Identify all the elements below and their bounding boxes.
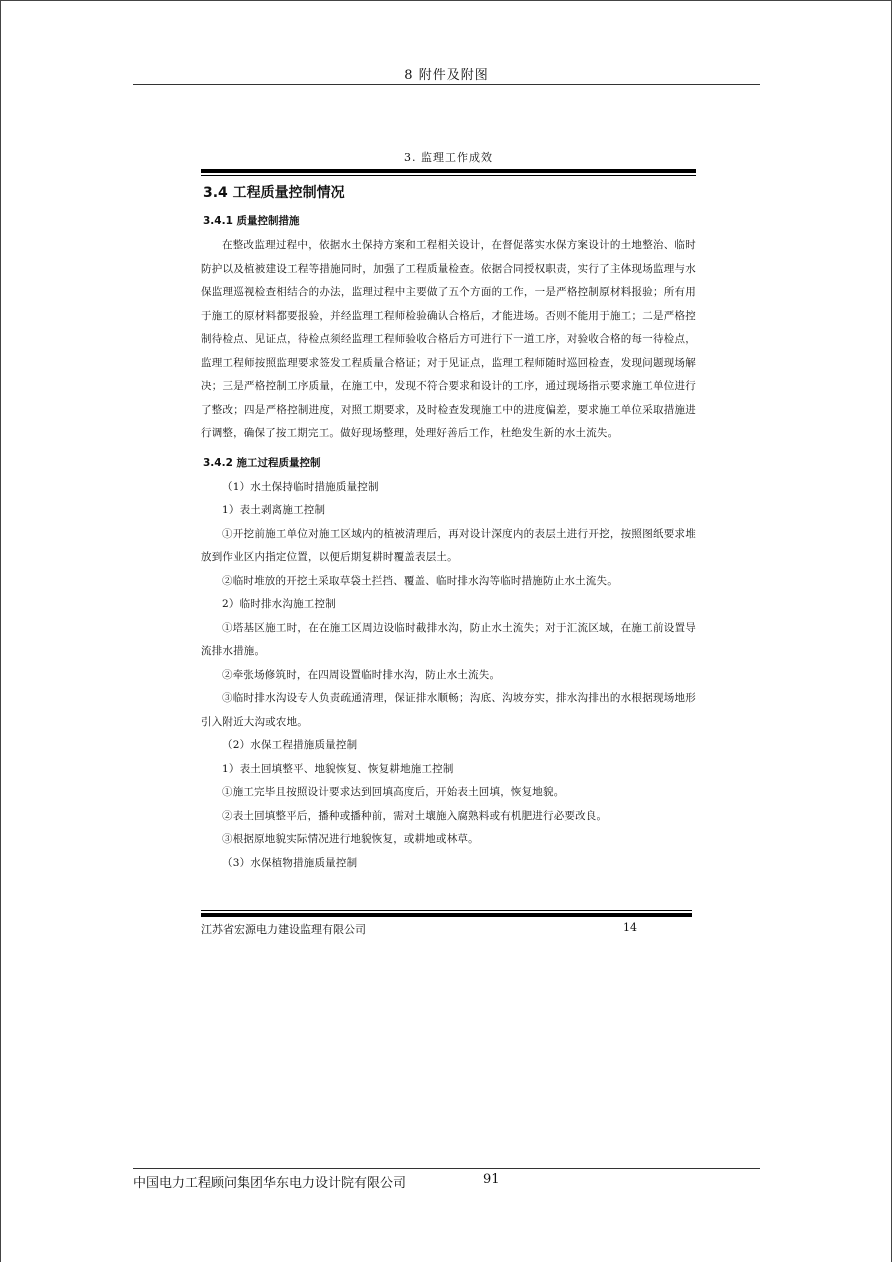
outer-page-footer <box>133 1172 760 1191</box>
item-heading: 1）表土剥离施工控制 <box>222 504 326 516</box>
item-paragraph: ②牵张场修筑时，在四周设置临时排水沟，防止水土流失。 <box>222 668 501 681</box>
outer-page-header: 8 附件及附图 <box>404 68 489 83</box>
item-paragraph: ③临时排水沟设专人负责疏通清理，保证排水顺畅；沟底、沟坡夯实，排水沟排出的水根据现场地形引入附近大沟或农地。 <box>201 692 696 728</box>
item-heading: 2）临时排水沟施工控制 <box>222 598 336 610</box>
item-paragraph: ①塔基区施工时，在在施工区周边设临时截排水沟，防止水土流失；对于汇流区域，在施工前设置导流排水措施。 <box>201 621 696 657</box>
item-heading: 1）表土回填整平、地貌恢复、恢复耕地施工控制 <box>222 762 454 775</box>
inner-page-footer <box>201 910 692 937</box>
inner-header-rule-thick <box>201 169 696 173</box>
inner-footer-rule-thin <box>201 910 692 911</box>
outer-footer-company: 中国电力工程顾问集团华东电力设计院有限公司 <box>133 1176 407 1191</box>
outer-footer-rule <box>133 1168 760 1169</box>
item-heading: （1）水土保持临时措施质量控制 <box>222 480 379 493</box>
item-paragraph: ①开挖前施工单位对施工区域内的植被清理后，再对设计深度内的表层土进行开挖，按照图纸要求堆放到作业区内指定位置，以便后期复耕时覆盖表层土。 <box>201 527 696 563</box>
section-title: 3.4 工程质量控制情况 <box>203 185 345 201</box>
inner-footer-company: 江苏省宏源电力建设监理有限公司 <box>201 923 366 936</box>
item-paragraph: ②表土回填整平后，播种或播种前，需对土壤施入腐熟料或有机肥进行必要改良。 <box>222 809 608 822</box>
page-border-left <box>0 0 1 1262</box>
inner-header-rule-thin <box>201 175 696 176</box>
inner-page-header: 3. 监理工作成效 <box>404 151 493 164</box>
item-paragraph: ①施工完毕且按照设计要求达到回填高度后，开始表土回填，恢复地貌。 <box>222 786 565 798</box>
item-paragraph: ③根据原地貌实际情况进行地貌恢复，或耕地或林草。 <box>222 833 479 845</box>
subsection-title-construction-control: 3.4.2 施工过程质量控制 <box>203 456 321 469</box>
subsection-title-quality-measures: 3.4.1 质量控制措施 <box>203 215 300 227</box>
quality-measures-paragraph: 在整改监理过程中，依据水土保持方案和工程相关设计，在督促落实水保方案设计的土地整治、临时防护以及植被建设工程等措施同时，加强了工程质量检查。依据合同授权职责，实行了主体现场监理与水保监理巡视检查相结合的办法，监理过程中主要做了五个方面的工作，一是严格控制原材料报验；所有用于施工的原材料都要报验，并经监理工程师检验确认合格后，才能进场。否则不能用于施工；二是严格控制待检点、见证点，待检点须经监理工程师验收合格后方可进行下一道工序，对验收合格的每一待检点，监理工程师按照监理要求签发工程质量合格证；对于见证点，监理工程师随时巡回检查，发现问题现场解决；三是严格控制工序质量，在施工中，发现不符合要求和设计的工序，通过现场指示要求施工单位进行了整改；四是严格控制进度，对照工期要求，及时检查发现施工中的进度偏差，要求施工单位采取措施进行调整，确保了按工期完工。做好现场整理，处理好善后工作，杜绝发生新的水土流失。 <box>201 239 696 439</box>
page-border-top <box>0 0 892 1</box>
outer-header-rule <box>133 84 760 85</box>
inner-footer-page-number: 14 <box>623 921 637 934</box>
outer-footer-page-number: 91 <box>483 1172 500 1187</box>
item-heading: （3）水保植物措施质量控制 <box>222 856 358 869</box>
inner-footer-rule-thick <box>201 913 692 917</box>
item-heading: （2）水保工程措施质量控制 <box>222 739 358 751</box>
embedded-document-page <box>201 150 696 875</box>
item-paragraph: ②临时堆放的开挖土采取草袋土拦挡、覆盖、临时排水沟等临时措施防止水土流失。 <box>222 574 618 587</box>
